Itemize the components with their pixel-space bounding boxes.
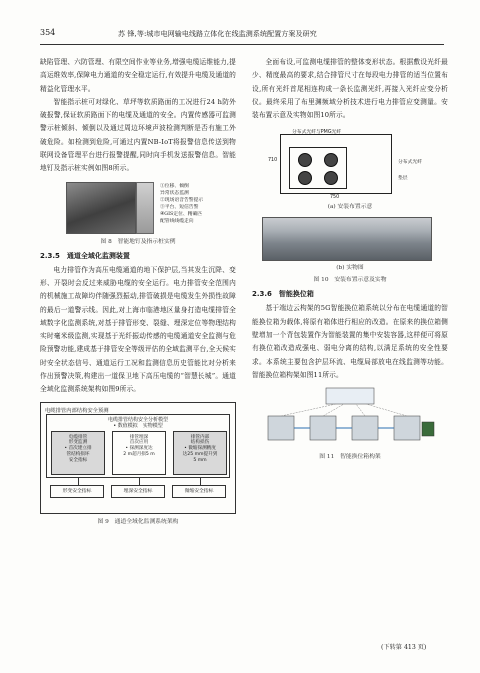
section-heading: 2.3.5 通道全域化监测装置 — [40, 251, 130, 260]
figure-8-label: 异常状态监测 — [160, 190, 189, 196]
cable-hole — [324, 153, 338, 167]
figure-11-caption: 图 11 智能换位箱构架 — [319, 454, 381, 461]
left-column — [40, 56, 236, 527]
indicator-post-photo — [136, 182, 154, 234]
figure-8-label: ②现场语音告警提示 — [160, 197, 204, 203]
damage-index: 微缩安全指标 — [172, 485, 226, 498]
page-number: 354 — [40, 28, 56, 37]
cable-hole — [298, 153, 312, 167]
figure-9-caption: 图 9 通道全域化监测系统架构 — [97, 518, 179, 525]
model-subtitle: • 数值模拟 实物模型 — [113, 422, 163, 429]
figure-10b-caption: (b) 实物图 — [336, 265, 364, 272]
paragraph: 智能指示桩可对绿化、草坪等软质路面的工况进行24 h防外破报警,保证软质路面下的电缆及通道的安全。内置传感器可监测警示桩倾斜、倾倒以及通过周边环境声波检测判断是否有施工外破危险。如检测到危险,可通过内置NB-IoT将报警信息传送到物联网设备管理平台进行报警提醒,同时向手机发送报警信息。智能地钉及指示桩实例如图8所示。 — [40, 97, 236, 173]
figure-8-label: ④GIS定位、精确匹 — [160, 211, 203, 217]
paragraph: 全面布设,可监测电缆排管的整体变形状态。根据敷设光纤最少、精度最高的要求,结合排管尺寸在每段电力排管的适当位置布设,所有光纤首尾相连构成一条长监测光纤,再接入光纤应变分析仪。最终采用了布里渊频域分析技术进行电力排管应变测量。安装布置示意及实物如图10所示。 — [252, 58, 448, 120]
paragraph: 基于端边云构架的5G智能换位箱系统以分布在电缆通道的智能换位箱为载体,将原有箱体进行相应的改造。在原来的换位箱侧壁增加一个背包装置作为智能装置的集中安装容器,这样便可将原有换位箱改造成强电、弱电分离的结构,以满足系统的安全性要求。本系统主要包含护层环流、电缆局部放电在线监测等功能。智能换位箱构架如图11所示。 — [252, 304, 448, 379]
depth-box: 排管埋深 首次应用 • 探测深度达 2 m超月损5 m — [112, 431, 166, 475]
deformation-index: 形变安全指标 — [50, 485, 104, 498]
cushion-label: 垫层 — [398, 176, 408, 182]
duct-outline — [280, 134, 392, 194]
fiber-side-label: 分布式光纤 — [398, 160, 422, 166]
figure-9-title: 电缆排管内部结构安全预测 — [45, 407, 109, 414]
figure-9-diagram — [40, 402, 236, 514]
transposition-box-architecture — [266, 386, 436, 446]
figure-11-diagram — [252, 386, 448, 464]
fiber-label: 分布式光纤与PMG光纤 — [292, 130, 342, 136]
damage-box: 排管内部 结构损伤 • 微缩探测精度 达25 mm提升到 5 mm — [173, 431, 227, 475]
figure-8-caption: 图 8 智能地钉及指示桩实例 — [100, 238, 176, 245]
figure-10b-photo — [252, 217, 448, 273]
figure-8 — [40, 180, 236, 247]
paragraph: 电力排管作为高压电缆通道的地下保护层,当其发生沉降、变形、开裂时会反过来威胁电缆的安全运行。电力排管安全范围内的机械施工故障均伴随强烈振动,排管破损是电缆发生外损性故障的最后一道警示线。因此,对上海市临港地区量身打造电缆排管全域数字化监测系统,对基于排管形变、裂缝、埋深定位等物理结构实时毫米级监测,实现基于光纤振动传感的电缆通道安全监测与危险预警功能,建成基于排管安全等级评估的全域监测平台,全天候实时安全状态信号、通道运行工况和监测信息历史管能比对分析来作出预警决策,构建出一道保卫地下高压电缆的“智慧长城”。通道全域化监测系统架构如图9所示。 — [40, 265, 236, 394]
installation-photo — [262, 217, 432, 261]
duct-inner — [289, 147, 347, 189]
arrow — [78, 478, 79, 485]
dim-height: 710 — [268, 158, 278, 164]
deformation-box: 电缆排管 形变监测 • 首次建立排 管结构损坏 安全指标 — [51, 431, 105, 475]
paragraph: 缺陷管理、六防管理、有限空间作业等业务,增强电缆运维能力,提高运维效率,保障电力通道的安全稳定运行,有效提升电缆及通道的精益化管理水平。 — [40, 58, 236, 93]
header-rule — [40, 44, 444, 45]
section-heading: 2.3.6 智能换位箱 — [252, 290, 314, 299]
figure-8-label: ①位移、倾倒 — [160, 183, 189, 189]
figure-8-label: ③平台、短信告警 — [160, 204, 199, 210]
figure-10-caption: 图 10 安装布置示意及实物 — [313, 277, 387, 284]
figure-10a-caption: (a) 安装布置示意 — [327, 204, 373, 211]
figure-9-model-box — [46, 414, 230, 478]
ground-nail-photo — [66, 182, 136, 234]
figure-10a-schematic — [252, 128, 448, 214]
running-title: 苏 锋,等:城市电网输电线路立体化在线监测系统配置方案及研究 — [118, 30, 317, 38]
dim-width: 750 — [330, 195, 340, 201]
running-header — [40, 28, 444, 42]
cable-hole — [298, 171, 312, 185]
cable-hole — [324, 171, 338, 185]
arrow — [139, 478, 140, 485]
right-column — [252, 56, 448, 467]
model-title: 电缆排管结构安全分析模型 — [107, 416, 168, 423]
figure-8-label: 配管线线缆走向 — [160, 218, 194, 224]
depth-index: 埋深安全指标 — [111, 485, 165, 498]
continued-note: (下转第 413 页) — [381, 644, 427, 651]
arrow — [200, 478, 201, 485]
